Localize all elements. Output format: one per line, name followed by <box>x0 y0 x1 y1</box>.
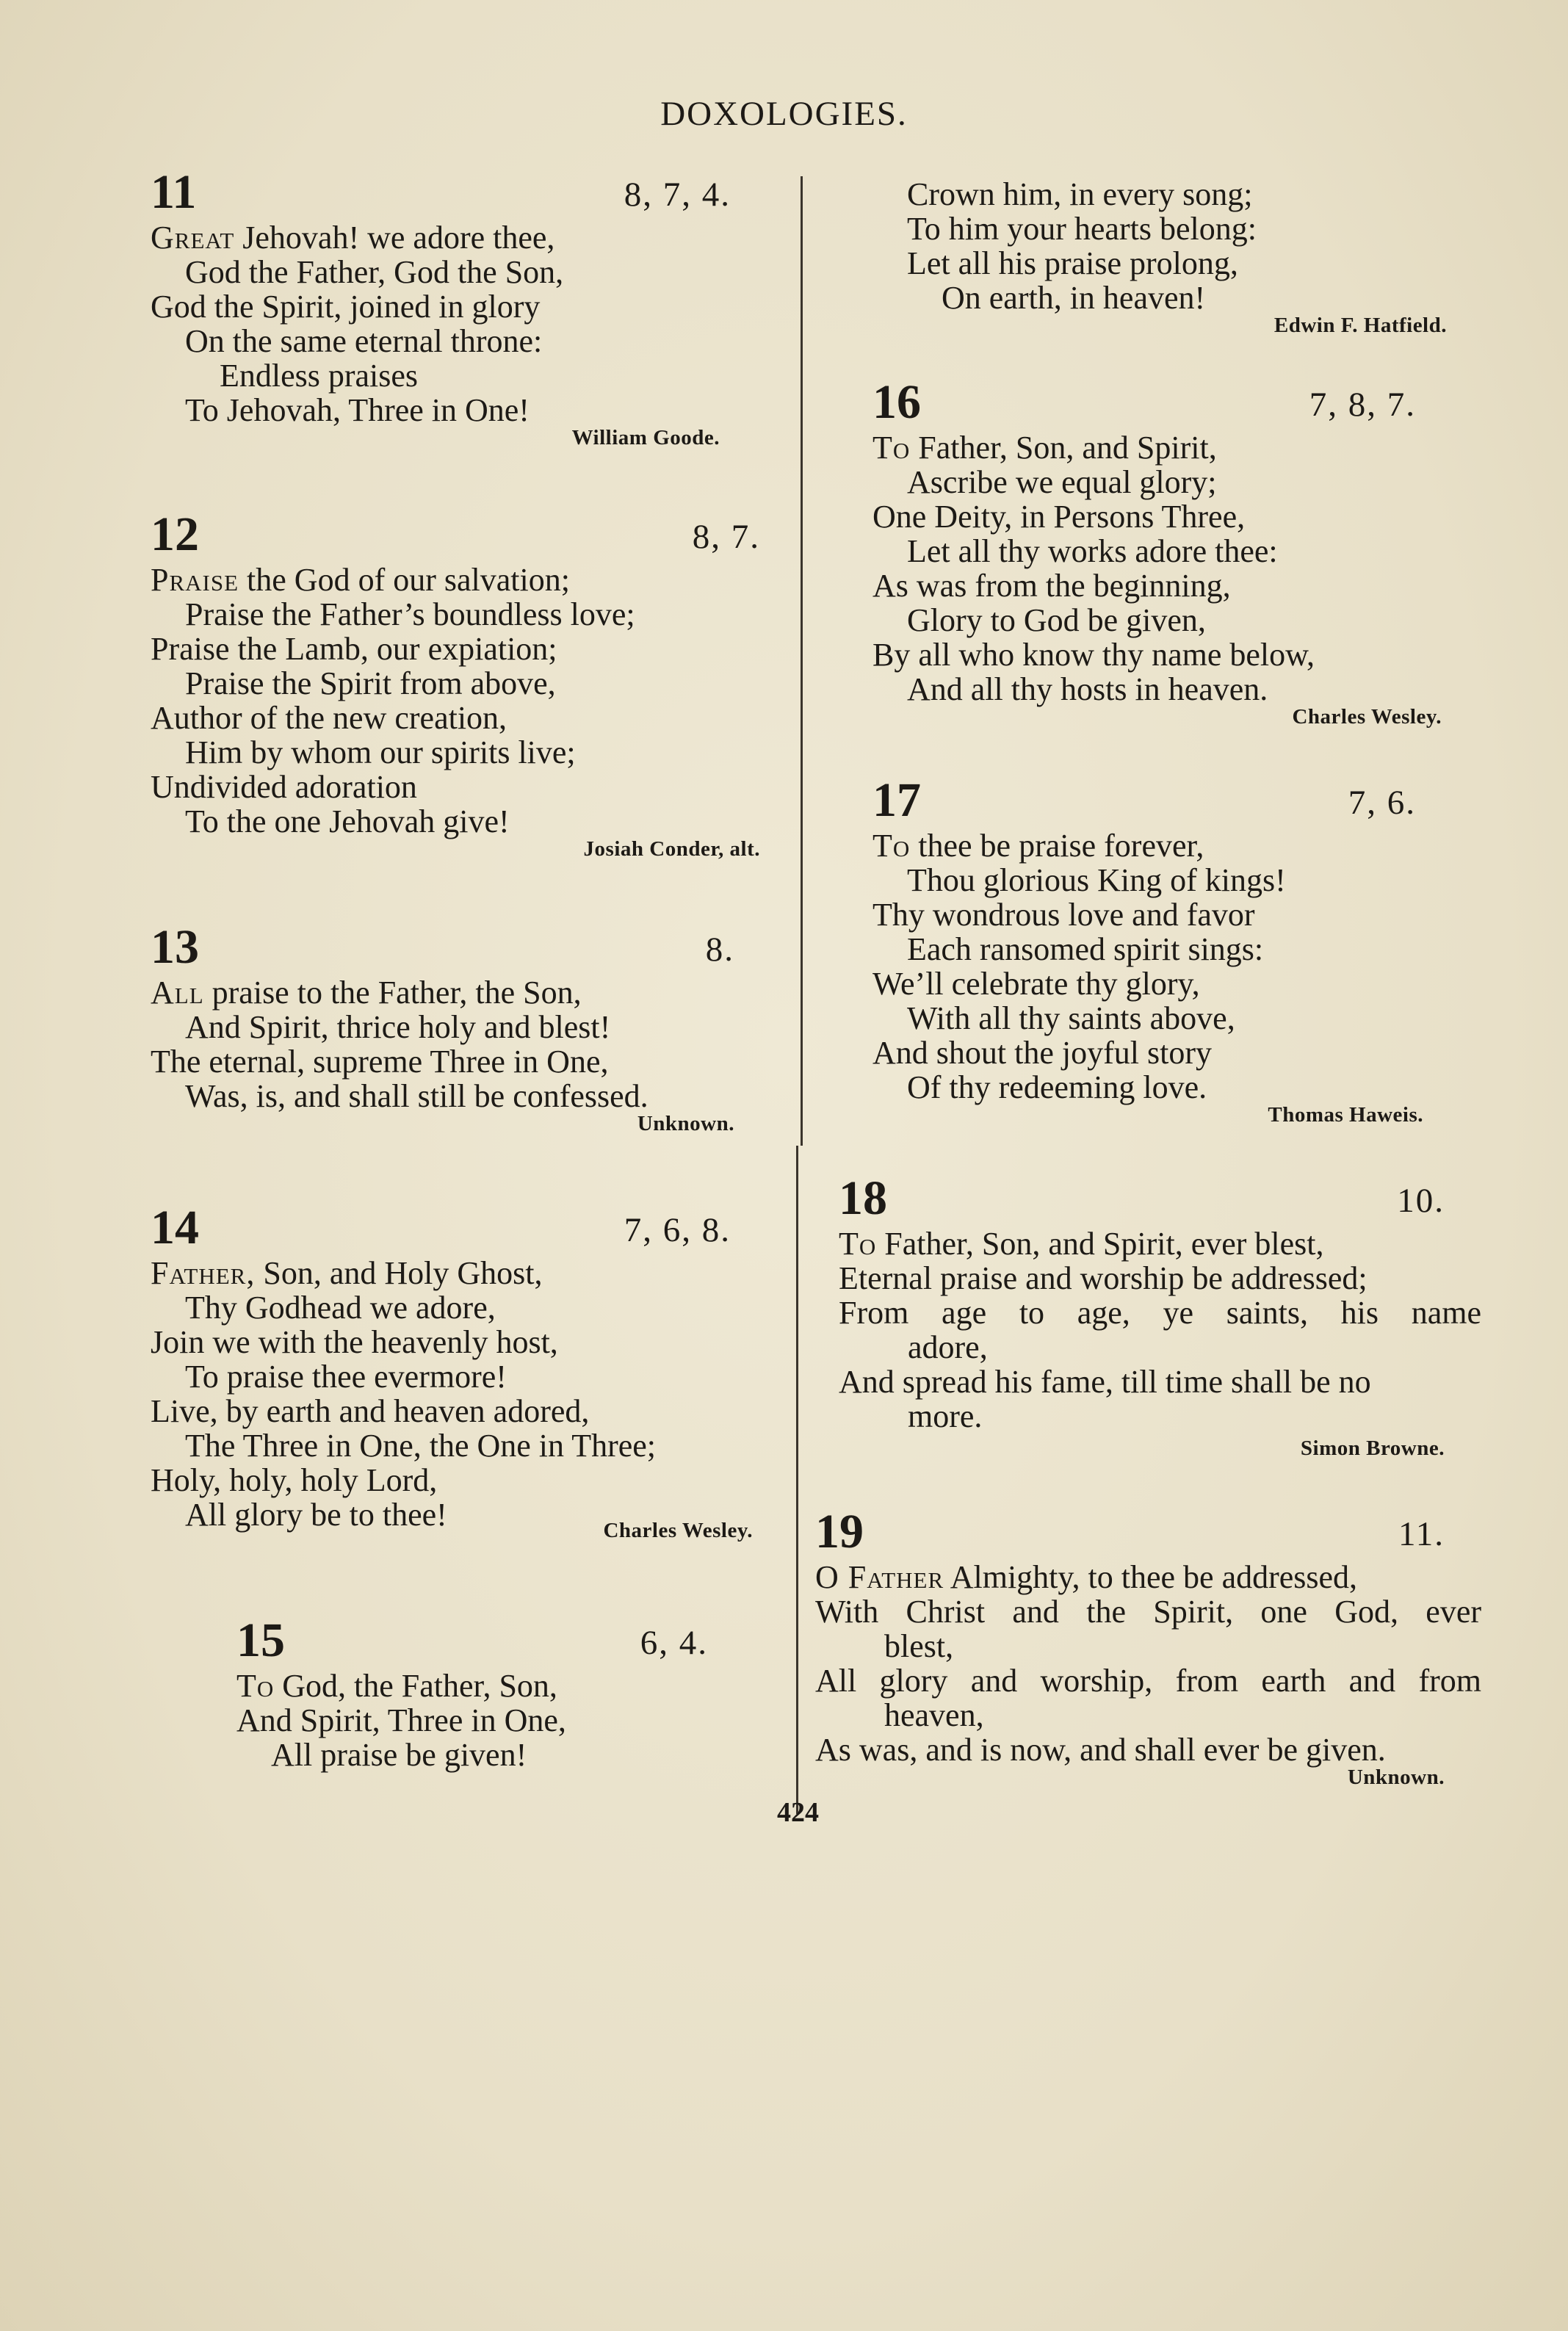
hymn-line: As was, and is now, and shall ever be given. <box>815 1732 1386 1768</box>
hymn-15 <box>236 1613 708 1772</box>
hymn-author: Thomas Haweis. <box>1268 1103 1423 1127</box>
column-divider-lower <box>796 1146 798 1814</box>
hymn-line: Endless praises <box>220 358 419 394</box>
hymn-line: Join we with the heavenly host, <box>151 1324 558 1360</box>
hymn-line: Crown him, in every song; <box>907 176 1253 212</box>
hymn-line: To the one Jehovah give! <box>185 803 510 839</box>
hymn-meter: 7, 6. <box>1348 784 1416 822</box>
hymn-number: 12 <box>151 507 199 561</box>
hymn-first-word: To <box>872 430 911 466</box>
hymn-line: Let all his praise prolong, <box>907 245 1238 281</box>
hymn-line: God, the Father, Son, <box>274 1668 557 1704</box>
hymn-line: With all thy saints above, <box>907 1000 1235 1036</box>
hymn-17 <box>872 773 1423 1128</box>
hymn-first-word: All <box>151 975 204 1011</box>
hymn-line: Son, and Holy Ghost, <box>255 1255 543 1291</box>
hymn-11 <box>151 165 731 451</box>
hymn-line: Father, Son, and Spirit, ever blest, <box>876 1226 1324 1262</box>
hymn-line: thee be praise forever, <box>910 828 1204 864</box>
hymn-line: And shout the joyful story <box>872 1035 1212 1071</box>
hymn-line: Each ransomed spirit sings: <box>907 931 1264 967</box>
hymn-author: Charles Wesley. <box>603 1519 753 1542</box>
hymn-line: All glory and worship, from earth and from <box>815 1663 1481 1699</box>
hymn-line: On earth, in heaven! <box>942 280 1206 316</box>
hymn-12 <box>151 507 760 862</box>
hymn-line: Him by whom our spirits live; <box>185 734 576 770</box>
hymn-line: more. <box>908 1398 983 1434</box>
hymn-line: blest, <box>884 1628 954 1664</box>
hymn-meter: 8, 7. <box>692 518 760 556</box>
hymn-line: By all who know thy name below, <box>872 637 1315 673</box>
hymn-number: 11 <box>151 165 197 219</box>
hymn-line: One Deity, in Persons Three, <box>872 499 1246 535</box>
hymn-line: Praise the Lamb, our expiation; <box>151 631 557 667</box>
hymn-number: 15 <box>236 1613 285 1667</box>
hymn-first-word: To <box>839 1226 877 1262</box>
hymn-line: Holy, holy, holy Lord, <box>151 1462 438 1498</box>
hymn-first-word: Father, <box>151 1255 256 1291</box>
page-number: 424 <box>777 1797 819 1828</box>
hymn-line: Jehovah! we adore thee, <box>234 220 555 256</box>
hymn-line: And Spirit, Three in One, <box>236 1702 566 1738</box>
hymn-line: On the same eternal throne: <box>185 323 543 359</box>
hymn-line: Eternal praise and worship be addressed; <box>839 1260 1368 1296</box>
hymn-line: Ascribe we equal glory; <box>907 464 1217 500</box>
hymn-first-word: To <box>236 1668 275 1704</box>
hymn-line: From age to age, ye saints, his name <box>839 1295 1481 1331</box>
hymn-14 <box>151 1200 753 1544</box>
hymn-line: adore, <box>908 1329 988 1365</box>
hymn-line: And all thy hosts in heaven. <box>907 671 1268 707</box>
hymn-line: To Jehovah, Three in One! <box>185 392 530 428</box>
hymn-line: With Christ and the Spirit, one God, ever <box>815 1594 1481 1630</box>
hymn-line: All praise be given! <box>271 1737 527 1773</box>
hymn-line: Glory to God be given, <box>907 602 1206 638</box>
hymn-meter: 10. <box>1397 1182 1445 1220</box>
hymn-line: heaven, <box>884 1697 984 1733</box>
hymn-line: praise to the Father, the Son, <box>203 975 582 1011</box>
hymn-author: Edwin F. Hatfield. <box>1273 314 1447 337</box>
hymn-16 <box>872 375 1442 730</box>
hymn-line: All glory be to thee! <box>185 1497 447 1533</box>
hymn-line: To him your hearts belong: <box>907 211 1257 247</box>
hymn-line: Father, Son, and Spirit, <box>910 430 1217 466</box>
hymn-author: Unknown. <box>637 1112 734 1135</box>
hymn-number: 18 <box>839 1171 887 1225</box>
hymn-line: Author of the new creation, <box>151 700 507 736</box>
hymn-line: Let all thy works adore thee: <box>907 533 1278 569</box>
hymn-line: Live, by earth and heaven adored, <box>151 1393 590 1429</box>
hymn-18 <box>839 1171 1481 1461</box>
hymn-meter: 8, 7, 4. <box>624 176 731 214</box>
hymn-line: Praise the Father’s boundless love; <box>185 596 635 632</box>
hymn-author: Unknown. <box>1347 1766 1445 1789</box>
page-title: DOXOLOGIES. <box>660 95 908 133</box>
hymn-number: 13 <box>151 920 199 974</box>
hymn-author: Simon Browne. <box>1300 1436 1445 1460</box>
hymn-author: Josiah Conder, alt. <box>583 837 760 861</box>
hymn-first-word: Great <box>151 220 235 256</box>
hymn-first-word: Praise <box>151 562 239 598</box>
hymn-line: Praise the Spirit from above, <box>185 665 556 701</box>
hymn-meter: 6, 4. <box>640 1624 708 1662</box>
hymn-number: 16 <box>872 375 921 429</box>
hymn-line: To praise thee evermore! <box>185 1359 507 1395</box>
hymn-line: Thou glorious King of kings! <box>907 862 1286 898</box>
hymn-number: 19 <box>815 1505 864 1558</box>
hymn-meter: 7, 6, 8. <box>624 1211 731 1249</box>
hymn-line: Thy wondrous love and favor <box>872 897 1255 933</box>
hymn-meter: 7, 8, 7. <box>1309 386 1416 424</box>
hymn-line: Of thy redeeming love. <box>907 1069 1207 1105</box>
hymn-meter: 8. <box>705 930 734 969</box>
hymn-line: As was from the beginning, <box>872 568 1231 604</box>
hymn-line: We’ll celebrate thy glory, <box>872 966 1200 1002</box>
hymn-first-word: To <box>872 828 911 864</box>
hymn-author: William Goode. <box>571 426 720 449</box>
hymn-line: the God of our salvation; <box>239 562 570 598</box>
hymn-line: Almighty, to thee be addressed, <box>944 1559 1358 1595</box>
hymn-author: Charles Wesley. <box>1292 705 1442 729</box>
hymn-line: And spread his fame, till time shall be no <box>839 1364 1371 1400</box>
hymn-line: Thy Godhead we adore, <box>185 1290 496 1326</box>
hymn-13 <box>151 919 734 1137</box>
hymn-line: God the Spirit, joined in glory <box>151 289 541 325</box>
hymn-line: Undivided adoration <box>151 769 417 805</box>
hymn-line: And Spirit, thrice holy and blest! <box>185 1009 611 1045</box>
hymn-19 <box>815 1504 1481 1790</box>
column-divider-upper <box>801 176 803 1146</box>
hymn-line: The eternal, supreme Three in One, <box>151 1044 609 1080</box>
hymn-line: God the Father, God the Son, <box>185 254 564 290</box>
hymn-15-continued <box>907 176 1447 339</box>
hymn-first-word: O Father <box>815 1559 944 1595</box>
hymn-line: Was, is, and shall still be confessed. <box>185 1078 648 1114</box>
hymn-number: 14 <box>151 1201 199 1254</box>
hymn-meter: 11. <box>1398 1515 1445 1553</box>
hymn-number: 17 <box>872 773 921 827</box>
hymn-line: The Three in One, the One in Three; <box>185 1428 657 1464</box>
